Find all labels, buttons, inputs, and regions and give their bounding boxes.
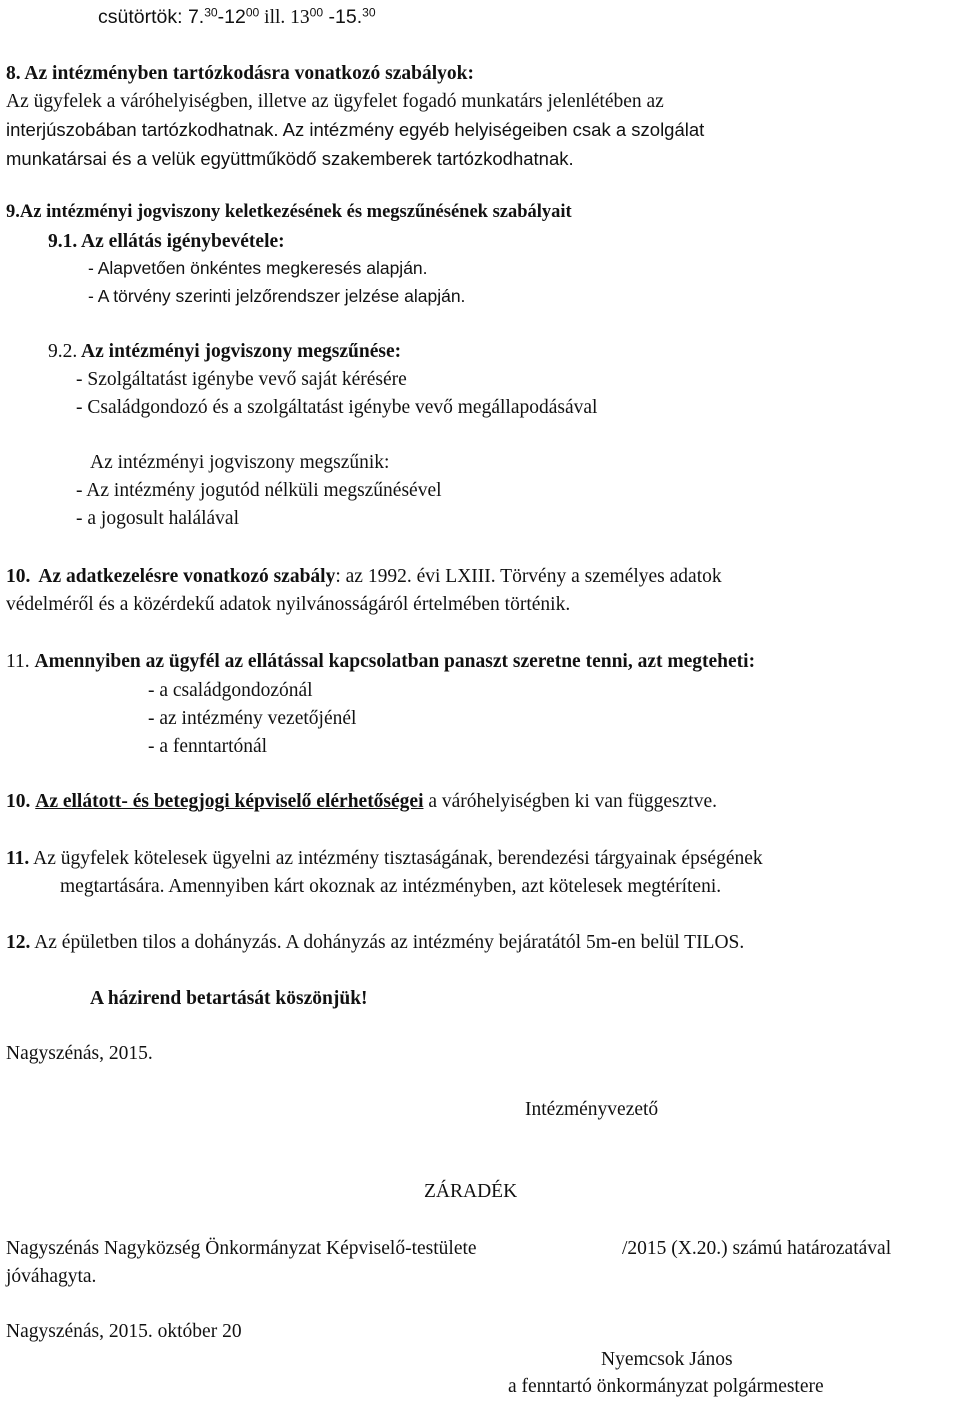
section-9-2-item: - Családgondozó és a szolgáltatást igénybe vevő megállapodásával [76, 397, 598, 418]
schedule-time-sup: 00 [309, 5, 324, 20]
thanks-line: A házirend betartását köszönjük! [90, 988, 368, 1009]
zaradek-signer-title: a fenntartó önkormányzat polgármestere [508, 1376, 824, 1397]
signer-title: Intézményvezető [525, 1099, 659, 1120]
complaint-option: - az intézmény vezetőjénél [148, 708, 357, 729]
closing-place-date: Nagyszénás, 2015. [6, 1043, 153, 1064]
zaradek-approval-right: /2015 (X.20.) számú határozatával [622, 1238, 892, 1259]
section-11b-number: 11. [6, 848, 30, 869]
zaradek-approval-left: Nagyszénás Nagyközség Önkormányzat Képviselő-testülete [6, 1238, 477, 1259]
section-9-1-item: - A törvény szerinti jelzőrendszer jelzése alapján. [88, 286, 466, 306]
schedule-time: -15. [323, 6, 363, 28]
section-8-heading: 8. Az intézményben tartózkodásra vonatkozó szabályok: [6, 63, 474, 84]
section-11b-line [6, 849, 763, 869]
section-9-1-item: - Alapvetően önkéntes megkeresés alapján. [88, 258, 428, 278]
schedule-time-sup: 30 [204, 5, 218, 20]
section-10-line [6, 567, 944, 587]
section-9-1-heading: 9.1. Az ellátás igénybevétele: [48, 231, 285, 252]
section-11-number: 11. [6, 651, 30, 672]
section-11-heading [6, 652, 755, 672]
schedule-time-sup: 00 [245, 5, 260, 20]
section-10-number: 10. [6, 566, 31, 587]
section-12-text: Az épületben tilos a dohányzás. A dohányzás az intézmény bejáratától 5m-en belül TILOS. [34, 932, 745, 953]
section-10b-number: 10. [6, 791, 31, 812]
section-9-2-title: Az intézményi jogviszony megszűnése: [77, 341, 402, 362]
complaint-option: - a fenntartónál [148, 736, 268, 757]
section-9-heading: 9.Az intézményi jogviszony keletkezésének és megszűnésének szabályait [6, 202, 572, 222]
section-10-line: védelméről és a közérdekű adatok nyilvánosságáról értelmében történik. [6, 594, 571, 615]
termination-item: - a jogosult halálával [76, 508, 239, 529]
zaradek-title: ZÁRADÉK [424, 1181, 518, 1202]
schedule-day: csütörtök: 7. [98, 6, 205, 28]
schedule-line [98, 5, 376, 28]
section-9-2-heading [48, 342, 401, 362]
zaradek-approval-line2: jóváhagyta. [6, 1266, 97, 1287]
zaradek-signer-name: Nyemcsok János [601, 1349, 733, 1370]
section-10b-line [6, 792, 717, 812]
schedule-time: ill. 13 [259, 7, 310, 28]
section-10b-rest: a váróhelyiségben ki van függesztve. [423, 791, 717, 812]
section-8-text-line: interjúszobában tartózkodhatnak. Az intézmény egyéb helyiségeiben csak a szolgálat [6, 119, 705, 140]
section-10b-bold: Az ellátott- és betegjogi képviselő elérhetőségei [35, 791, 424, 812]
schedule-time: -12 [217, 6, 246, 28]
section-10-rest: : az 1992. évi LXIII. Törvény a személyes adatok [335, 566, 722, 587]
section-11b-line: megtartására. Amennyiben kárt okoznak az intézményben, azt kötelesek megtéríteni. [60, 876, 722, 897]
section-12-line [6, 933, 744, 953]
termination-item: - Az intézmény jogutód nélküli megszűnésével [76, 480, 442, 501]
complaint-option: - a családgondozónál [148, 680, 313, 701]
section-8-text-line: Az ügyfelek a váróhelyiségben, illetve az ügyfelet fogadó munkatárs jelenlétében az [6, 91, 664, 112]
schedule-time-sup: 30 [362, 5, 376, 20]
section-11b-text: Az ügyfelek kötelesek ügyelni az intézmény tisztaságának, berendezési tárgyainak épségének [33, 848, 763, 869]
termination-heading: Az intézményi jogviszony megszűnik: [90, 452, 390, 473]
zaradek-place-date: Nagyszénás, 2015. október 20 [6, 1321, 242, 1342]
section-8-text-line: munkatársai és a velük együttműködő szakemberek tartózkodhatnak. [6, 148, 574, 169]
section-9-2-number: 9.2. [48, 341, 78, 362]
section-12-number: 12. [6, 932, 31, 953]
section-9-2-item: - Szolgáltatást igénybe vevő saját kérésére [76, 369, 407, 390]
section-10-bold: Az adatkezelésre vonatkozó szabály [38, 566, 336, 587]
section-11-title: Amennyiben az ügyfél az ellátással kapcsolatban panaszt szeretne tenni, azt megteheti: [34, 651, 756, 672]
